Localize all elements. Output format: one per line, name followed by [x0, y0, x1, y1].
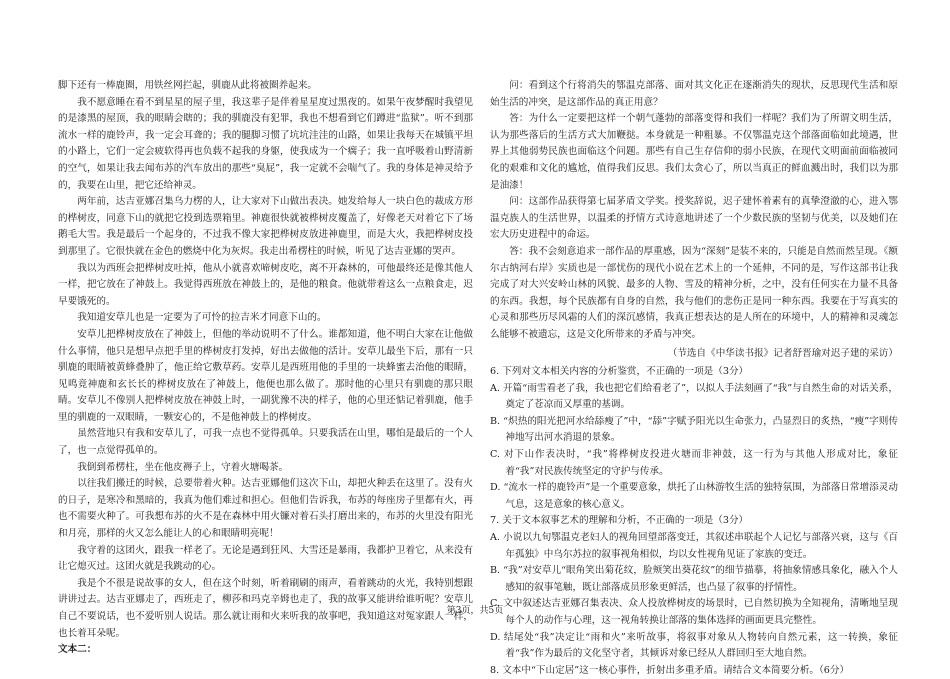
right-paragraph: B. “我”对安草儿“眼角笑出菊花纹，脸颊笑出葵花纹”的细节描摹，将抽象情感具象化，融入个人感知的叙事笔触，既让部落成员形象更鲜活，也凸显了叙事的抒情性。 [490, 565, 898, 593]
right-paragraph: （节选自《中华读书报》记者舒晋瑜对迟子建的采访） [667, 347, 898, 359]
right-paragraph: 8. 文本中“下山定居”这一核心事件，折射出多重矛盾。请结合文本简要分析。（6分） [490, 664, 850, 676]
left-paragraph: 两年前，达吉亚娜召集乌力楞的人，让大家对下山做出表决。她发给每人一块白色的裁成方形的桦树皮，同意下山的就把它投到选票箱里。神鹿很快就被桦树皮覆盖了，好像老天对着它下了场鹅毛大雪。我是最后一个起身的，不过我不像大家把桦树皮放进神鹿里，而是大火，我把桦树皮投到那里了。它很快就在金色的燃烧中化为灰烬。我走出希楞柱的时候，听见了达吉亚娜的哭声。 [58, 196, 473, 257]
left-paragraph: 以往我们搬迁的时候，总要带着火种。达吉亚娜他们这次下山，却把火种丢在这里了。没有火的日子，是寒冷和黑暗的，我真为他们难过和担心。但他们告诉我，布苏的每座房子里都有火，再也不需要火种了。可我想布苏的火不是在森林中用火镰对着石头打磨出来的，布苏的火里没有阳光和月亮，那样的火又怎么能让人的心和眼睛明亮呢！ [58, 478, 473, 540]
page-footer: 第3页，共5页 [446, 606, 504, 616]
right-paragraph: A. 开篇“雨雪看老了我，我也把它们给看老了”，以拟人手法刻画了“我”与自然生命的对话关系，奠定了苍凉而又厚重的基调。 [490, 382, 898, 411]
left-paragraph: 我守着的这团火，跟我一样老了。无论是遇到狂风、大雪还是暴雨，我都护卫着它，从来没有让它熄灭过。这团火就是我跳动的心。 [58, 544, 473, 573]
right-paragraph: D. 结尾处“我”决定让“雨和火”来听故事，将叙事对象从人物转向自然元素，这一转换，象征着“我”作为最后的文化坚守者，其倾诉对象已经从人群回归至大地自然。 [490, 631, 898, 660]
left-paragraph: 我以为西班会把桦树皮吐掉，他从小就喜欢啼树皮吃，离不开森林的，可他最终还是像其他人一样，把它放在了神鼓上。我觉得西班放在神鼓上的，是他的粮食。他就带着这么一点粮食走，迟早要饿死的。 [58, 262, 473, 307]
left-paragraph: 虽然营地只有我和安草儿了，可我一点也不觉得孤单。只要我活在山里，哪怕是最后的一个人了，也一点觉得孤单的。 [58, 428, 473, 457]
right-paragraph: 7. 关于文本叙事艺术的理解和分析，不正确的一项是（3分） [490, 515, 749, 527]
right-paragraph: 6. 下列对文本相关内容的分析鉴赏，不正确的一项是（3分） [490, 366, 749, 378]
left-paragraph: 我不愿意睡在看不到星星的屋子里，我这辈子是伴着星星度过黑夜的。如果午夜梦醒时我望见的是漆黑的屋顶，我的眼睛会瞎的；我的驯鹿没有犯罪，我也不想看到它们蹲进“监狱”。听不到那流水一样的鹿铃声，我一定会耳聋的；我的腿脚习惯了坑坑洼洼的山路，如果让我每天在城镇平坦的小路上，它们一定会疲软得再也负载不起我的身躯，使我成为一个瘸子；我一直呼吸着山野清新的空气，如果让我去闻布苏的汽车放出的那些“臭屁”，我一定就不会喘气了。我的身体是神灵给予的，我要在山里，把它还给神灵。 [58, 96, 473, 191]
right-paragraph: B. “炽热的阳光把河水给舔瘦了”中，“舔”字赋予阳光以生命张力，凸显烈日的炙热，“瘦”字则传神地写出河水消退的景象。 [490, 415, 898, 444]
left-paragraph: 脚下还有一棒鹿圈，用铁丝网拦起，驯鹿从此将被圈养起来。 [58, 80, 318, 91]
left-paragraph: 文本二： [58, 644, 97, 656]
left-paragraph: 我知道安草儿也是一定要为了可怜的拉吉米才同意下山的。 [77, 312, 327, 324]
right-paragraph: A. 小说以九旬鄂温克老妇人的视角回望部落变迁，其叙述串联起个人记忆与部落兴衰，这与《百年孤独》中乌尔苏拉的叙事视角相似，均以女性视角见证了家族的变迁。 [490, 532, 898, 560]
right-column [490, 78, 898, 679]
right-paragraph: C. 文中叙述达吉亚娜召集表决、众人投放桦树皮的场景时，已自然切换为全知视角，清晰地呈现每个人的动作与心理，这一视角转换让部落的集体选择的画面更具完整性。 [490, 598, 898, 626]
right-paragraph: C. 对下山作表决时，“我”将桦树皮投进火塘而非神鼓，这一行为与其他人形成对比，象征着“我”对民族传统坚定的守护与传承。 [490, 449, 898, 477]
left-paragraph: 安草儿把桦树皮放在了神鼓上，但他的举动说明不了什么。谁都知道，他不明白大家在让他做什么事情，他只是想早点把手里的桦树皮打发掉，好出去做他的活计。安草儿最坐下后，那有一只驯鹿的眼睛被黄蜂叠肿了，他正给它敷草药。安草儿是西班用他的手里的一块蜂蜜去治他的眼睛，见鸣竟神鹿和玄长长的桦树皮放在了神鼓上，他便也那么做了。那时他的心里只有驯鹿的那只眼睛。安草儿不像别人把桦树皮放在神鼓上时，一副犹豫不决的样子，他的心里还惦记着驯鹿，他手里的驯鹿的一双眼睛，一颗安心的，不是他神鼓上的桦树皮。 [58, 328, 473, 423]
right-paragraph: 答：我不会刻意追求一部作品的厚重感，因为“深刻”是装不来的，只能是自然而然呈现。《额尔古纳河右岸》实质也是一部忧伤的现代小说在艺术上的一个延伸，不同的是，写作这部书让我完成了对大兴安岭山林的风貌、最多的人物、雪及的精神分析，之中，没有任何实在力量不具备的东西。我想，每个民族都有自身的自然，我与他们的悲伤正是同一种东西。我要在于写真实的心灵和那些历尽风霜的人们的深沉感情，我真正想表达的是人所在的环境中，人的精神和灵魂怎么能够不被遗忘，这是文化所带来的矛盾与冲突。 [490, 245, 898, 340]
right-paragraph: 答：为什么一定要把这样一个朝气蓬勃的部落变得和我们一样呢？我们为了所谓文明生活，认为那些落后的生活方式大加鞭挞。本身就是一种粗暴。不仅鄂温克这个部落面临如此境遇，世界上其他弱势民族也面临这个问题。那些有自己生存信仰的弱小民族，在现代文明面前面临被同化的艰难和文化的尴尬，值得我们反思。我们太贪心了，所以当真正的鲜血溅出时，我们以为那是油漆！ [490, 113, 898, 191]
right-paragraph: D. “流水一样的鹿铃声”是一个重要意象，烘托了山林游牧生活的独特氛围，为部落日常增添灵动气息，这是意象的核心意义。 [490, 482, 898, 510]
right-paragraph: 问：这部作品获得第七届茅盾文学奖。授奖辞说，迟子建怀着素有的真挚澄澈的心，进入鄂温克族人的生活世界，以温柔的抒情方式诗意地讲述了一个少数民族的坚韧与优美，以及她们在宏大历史进程中的命运。 [490, 196, 898, 241]
left-paragraph: 我倒到希楞柱，坐在他皮褥子上，守着火塘喝茶。 [77, 461, 289, 473]
right-paragraph: 问：看到这个行将消失的鄂温克部落、面对其文化正在逐渐消失的现状，反思现代生活和原始生活的冲突，是这部作品的真正用意？ [490, 80, 898, 108]
left-column [58, 78, 473, 659]
left-paragraph: 我是个不很是说故事的女人，但在这个时刻，听着刷刷的雨声，看着跳动的火光，我特别想跟讲讲过去。达吉亚娜走了，西班走了，柳莎和玛克辛姆也走了，我的故事又能讲给谁听呢？安草儿自己不要说话，也不爱听别人说话。那么就让雨和火来听我的故事吧，我知道这对冤家跟人一样，也长着耳朵呢。 [58, 577, 473, 639]
